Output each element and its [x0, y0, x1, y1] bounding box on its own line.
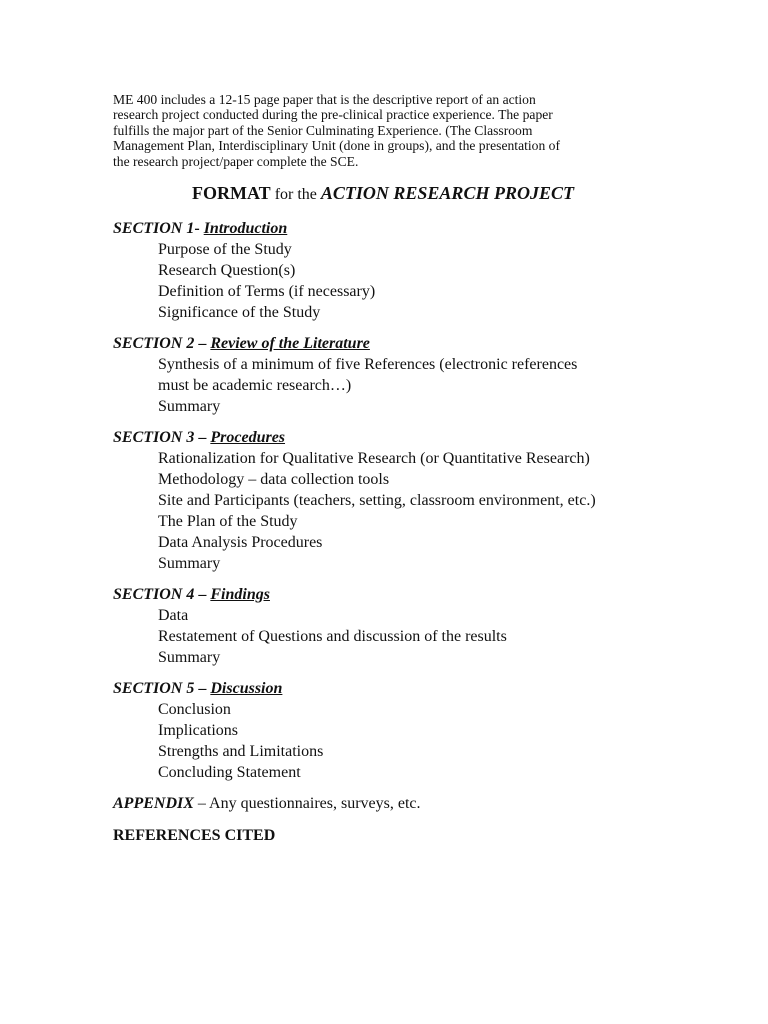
section-separator: - — [194, 220, 204, 238]
section-item: Definition of Terms (if necessary) — [158, 283, 376, 301]
section-item: Summary — [158, 555, 221, 573]
section-item: Summary — [158, 649, 221, 667]
section-3 — [113, 427, 653, 574]
section-separator: – — [194, 680, 211, 698]
section-name: Introduction — [203, 220, 288, 238]
section-items — [113, 239, 653, 323]
appendix-line — [113, 793, 653, 814]
section-item: Significance of the Study — [158, 304, 321, 322]
section-item: Data — [158, 607, 189, 625]
section-item: Restatement of Questions and discussion of the results — [158, 628, 507, 646]
title-connector: for the — [270, 186, 321, 204]
section-items — [113, 448, 653, 574]
section-item: Summary — [158, 398, 221, 416]
intro-paragraph: ME 400 includes a 12-15 page paper that is the descriptive report of an action research project conducted during the pre-clinical practice experience. The paper fulfills the major part of the Senior Culminating Experience. (The Classroom Management Plan, Interdisciplinary Unit (done in groups), and the presentation of the research project/paper complete the SCE. — [113, 92, 560, 169]
section-separator: – — [194, 586, 211, 604]
section-label: SECTION 5 — [113, 680, 195, 698]
section-items — [113, 354, 653, 417]
section-5 — [113, 678, 653, 783]
section-label: SECTION 2 — [113, 335, 195, 353]
section-separator: – — [194, 429, 211, 447]
appendix-label: APPENDIX — [113, 795, 194, 813]
section-item: Concluding Statement — [158, 764, 301, 782]
references-heading: REFERENCES CITED — [113, 827, 276, 845]
section-separator: – — [194, 335, 211, 353]
section-item: Strengths and Limitations — [158, 743, 324, 761]
section-item: Synthesis of a minimum of five References (electronic references must be academic research…) — [158, 356, 578, 395]
section-4 — [113, 584, 653, 668]
section-item: The Plan of the Study — [158, 513, 298, 531]
section-item: Rationalization for Qualitative Research (or Quantitative Research) — [158, 450, 590, 468]
section-item: Research Question(s) — [158, 262, 296, 280]
section-heading — [113, 218, 653, 239]
section-heading — [113, 678, 653, 699]
section-item: Conclusion — [158, 701, 231, 719]
section-label: SECTION 4 — [113, 586, 195, 604]
section-items — [113, 605, 653, 668]
section-2 — [113, 333, 653, 417]
section-item: Methodology – data collection tools — [158, 471, 390, 489]
section-item: Purpose of the Study — [158, 241, 292, 259]
section-items — [113, 699, 653, 783]
section-item: Implications — [158, 722, 238, 740]
section-label: SECTION 3 — [113, 429, 195, 447]
document-page — [113, 92, 653, 846]
section-1 — [113, 218, 653, 323]
section-name: Review of the Literature — [210, 335, 370, 353]
title-project: ACTION RESEARCH PROJECT — [320, 183, 574, 204]
section-name: Findings — [210, 586, 270, 604]
document-title — [113, 182, 653, 206]
section-item: Site and Participants (teachers, setting, classroom environment, etc.) — [158, 492, 596, 510]
title-format: FORMAT — [192, 183, 271, 204]
section-heading — [113, 584, 653, 605]
section-name: Procedures — [210, 429, 286, 447]
appendix-text: – Any questionnaires, surveys, etc. — [193, 795, 421, 813]
section-heading — [113, 427, 653, 448]
section-item: Data Analysis Procedures — [158, 534, 323, 552]
section-label: SECTION 1 — [113, 220, 195, 238]
section-name: Discussion — [210, 680, 283, 698]
section-heading — [113, 333, 653, 354]
